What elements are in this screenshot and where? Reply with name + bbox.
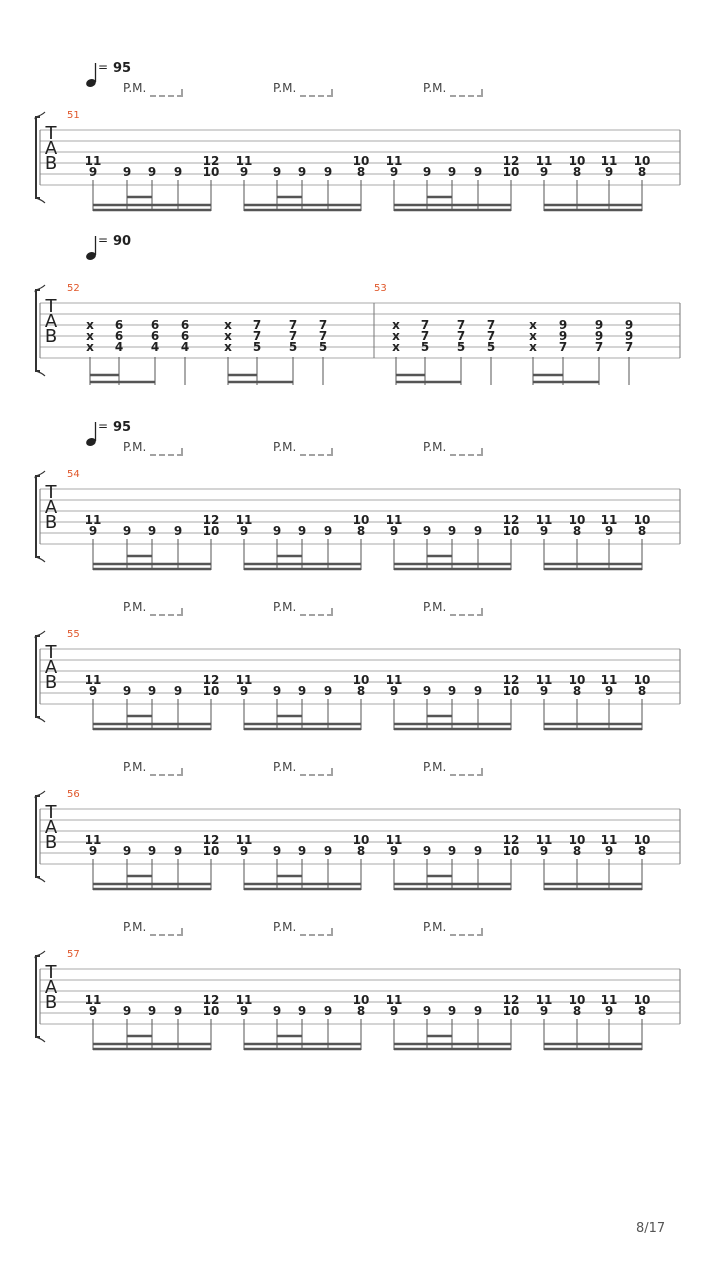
fret-number: 8 bbox=[637, 684, 647, 698]
fret-number: 8 bbox=[572, 165, 582, 179]
fret-number: 11 bbox=[600, 154, 618, 168]
fret-number: 7 bbox=[486, 329, 496, 343]
fret-number: 9 bbox=[422, 165, 432, 179]
fret-number: 11 bbox=[235, 154, 253, 168]
dead-note-icon: x bbox=[392, 340, 400, 354]
palm-mute-label: P.M. bbox=[423, 760, 447, 774]
tab-system bbox=[36, 600, 681, 730]
fret-number: 5 bbox=[288, 340, 298, 354]
fret-number: 7 bbox=[318, 329, 328, 343]
fret-number: 9 bbox=[447, 844, 457, 858]
palm-mute-label: P.M. bbox=[273, 760, 297, 774]
dead-note-icon: x bbox=[529, 329, 537, 343]
tab-clef-letter: T bbox=[45, 482, 57, 503]
fret-number: 9 bbox=[604, 844, 614, 858]
bar-number: 54 bbox=[67, 469, 80, 480]
dead-note-icon: x bbox=[392, 318, 400, 332]
bar-number: 52 bbox=[67, 283, 80, 294]
tab-clef-letter: T bbox=[45, 123, 57, 144]
fret-number: 9 bbox=[604, 524, 614, 538]
palm-mute-label: P.M. bbox=[273, 920, 297, 934]
fret-number: 10 bbox=[202, 165, 220, 179]
fret-number: 10 bbox=[568, 993, 586, 1007]
fret-number: 9 bbox=[297, 1004, 307, 1018]
fret-number: 9 bbox=[88, 844, 98, 858]
fret-number: 9 bbox=[122, 165, 132, 179]
fret-number: 9 bbox=[422, 1004, 432, 1018]
palm-mute-label: P.M. bbox=[123, 600, 147, 614]
fret-number: 12 bbox=[502, 993, 520, 1007]
tab-clef-letter: B bbox=[44, 832, 58, 853]
fret-number: 11 bbox=[385, 993, 403, 1007]
tempo-equals: = bbox=[97, 60, 109, 74]
fret-number: 11 bbox=[600, 993, 618, 1007]
dead-note-icon: x bbox=[224, 329, 232, 343]
fret-number: 9 bbox=[604, 1004, 614, 1018]
page-number: 8/17 bbox=[636, 1221, 666, 1236]
fret-number: 7 bbox=[318, 318, 328, 332]
fret-number: 9 bbox=[604, 684, 614, 698]
fret-number: 7 bbox=[252, 329, 262, 343]
fret-number: 10 bbox=[352, 513, 370, 527]
fret-number: 10 bbox=[352, 154, 370, 168]
fret-number: 10 bbox=[352, 833, 370, 847]
fret-number: 7 bbox=[594, 340, 604, 354]
fret-number: 11 bbox=[600, 673, 618, 687]
fret-number: 10 bbox=[633, 673, 651, 687]
dead-note-icon: x bbox=[224, 318, 232, 332]
palm-mute-label: P.M. bbox=[273, 600, 297, 614]
fret-number: 12 bbox=[202, 513, 220, 527]
fret-number: 9 bbox=[539, 844, 549, 858]
fret-number: 10 bbox=[568, 673, 586, 687]
fret-number: 11 bbox=[84, 513, 102, 527]
fret-number: 9 bbox=[389, 844, 399, 858]
fret-number: 10 bbox=[202, 844, 220, 858]
bar-number: 51 bbox=[67, 110, 80, 121]
fret-number: 6 bbox=[180, 329, 190, 343]
fret-number: 12 bbox=[502, 513, 520, 527]
dead-note-icon: x bbox=[392, 329, 400, 343]
fret-number: 9 bbox=[122, 524, 132, 538]
fret-number: 9 bbox=[604, 165, 614, 179]
fret-number: 9 bbox=[173, 524, 183, 538]
palm-mute-label: P.M. bbox=[423, 920, 447, 934]
fret-number: 7 bbox=[456, 329, 466, 343]
fret-number: 9 bbox=[473, 1004, 483, 1018]
fret-number: 11 bbox=[84, 154, 102, 168]
tab-clef-letter: B bbox=[44, 512, 58, 533]
fret-number: 9 bbox=[297, 165, 307, 179]
fret-number: 9 bbox=[239, 844, 249, 858]
fret-number: 8 bbox=[572, 1004, 582, 1018]
fret-number: 11 bbox=[600, 833, 618, 847]
fret-number: 12 bbox=[502, 673, 520, 687]
fret-number: 9 bbox=[88, 165, 98, 179]
tab-clef-letter: T bbox=[45, 802, 57, 823]
tab-clef-letter: A bbox=[44, 138, 58, 159]
fret-number: 9 bbox=[88, 684, 98, 698]
fret-number: 10 bbox=[202, 524, 220, 538]
fret-number: 9 bbox=[539, 524, 549, 538]
system-bracket bbox=[36, 956, 41, 1037]
fret-number: 7 bbox=[288, 318, 298, 332]
fret-number: 9 bbox=[389, 524, 399, 538]
fret-number: 9 bbox=[539, 684, 549, 698]
tab-clef-letter: A bbox=[44, 977, 58, 998]
palm-mute-label: P.M. bbox=[123, 920, 147, 934]
fret-number: 10 bbox=[633, 513, 651, 527]
palm-mute-label: P.M. bbox=[123, 81, 147, 95]
fret-number: 10 bbox=[502, 165, 520, 179]
tab-system bbox=[36, 920, 681, 1050]
fret-number: 11 bbox=[84, 673, 102, 687]
fret-number: 10 bbox=[633, 833, 651, 847]
dead-note-icon: x bbox=[529, 318, 537, 332]
tab-clef-letter: A bbox=[44, 657, 58, 678]
fret-number: 10 bbox=[568, 154, 586, 168]
tab-clef-letter: B bbox=[44, 672, 58, 693]
fret-number: 9 bbox=[173, 165, 183, 179]
fret-number: 11 bbox=[535, 154, 553, 168]
fret-number: 6 bbox=[150, 318, 160, 332]
fret-number: 7 bbox=[624, 340, 634, 354]
palm-mute-label: P.M. bbox=[423, 440, 447, 454]
fret-number: 5 bbox=[456, 340, 466, 354]
fret-number: 9 bbox=[539, 1004, 549, 1018]
fret-number: 11 bbox=[535, 513, 553, 527]
fret-number: 6 bbox=[114, 318, 124, 332]
fret-number: 8 bbox=[572, 844, 582, 858]
fret-number: 11 bbox=[600, 513, 618, 527]
fret-number: 7 bbox=[558, 340, 568, 354]
system-bracket bbox=[36, 636, 41, 717]
palm-mute-label: P.M. bbox=[423, 81, 447, 95]
fret-number: 11 bbox=[84, 993, 102, 1007]
fret-number: 8 bbox=[356, 844, 366, 858]
fret-number: 11 bbox=[535, 833, 553, 847]
tab-system bbox=[36, 60, 681, 211]
fret-number: 9 bbox=[323, 524, 333, 538]
palm-mute-label: P.M. bbox=[423, 600, 447, 614]
fret-number: 9 bbox=[624, 318, 634, 332]
fret-number: 9 bbox=[473, 844, 483, 858]
tab-clef-letter: T bbox=[45, 296, 57, 317]
fret-number: 7 bbox=[288, 329, 298, 343]
fret-number: 9 bbox=[297, 524, 307, 538]
fret-number: 9 bbox=[173, 1004, 183, 1018]
fret-number: 11 bbox=[535, 673, 553, 687]
fret-number: 12 bbox=[202, 993, 220, 1007]
fret-number: 9 bbox=[558, 318, 568, 332]
system-bracket bbox=[36, 796, 41, 877]
system-bracket bbox=[36, 117, 41, 198]
fret-number: 10 bbox=[633, 993, 651, 1007]
fret-number: 7 bbox=[420, 318, 430, 332]
fret-number: 6 bbox=[180, 318, 190, 332]
bar-number: 53 bbox=[374, 283, 387, 294]
fret-number: 11 bbox=[235, 993, 253, 1007]
fret-number: 9 bbox=[323, 684, 333, 698]
fret-number: 9 bbox=[539, 165, 549, 179]
fret-number: 9 bbox=[122, 1004, 132, 1018]
fret-number: 9 bbox=[323, 844, 333, 858]
tab-clef-letter: A bbox=[44, 497, 58, 518]
tab-clef-letter: B bbox=[44, 153, 58, 174]
fret-number: 8 bbox=[637, 165, 647, 179]
fret-number: 7 bbox=[252, 318, 262, 332]
tab-system bbox=[36, 760, 681, 890]
tempo-equals: = bbox=[97, 419, 109, 433]
fret-number: 8 bbox=[637, 844, 647, 858]
tab-clef-letter: T bbox=[45, 642, 57, 663]
bar-number: 57 bbox=[67, 949, 80, 960]
system-bracket bbox=[36, 476, 41, 557]
fret-number: 9 bbox=[147, 524, 157, 538]
fret-number: 10 bbox=[568, 833, 586, 847]
fret-number: 9 bbox=[122, 684, 132, 698]
tempo-value: 95 bbox=[113, 420, 132, 435]
fret-number: 10 bbox=[202, 684, 220, 698]
fret-number: 9 bbox=[147, 1004, 157, 1018]
palm-mute-label: P.M. bbox=[273, 81, 297, 95]
fret-number: 6 bbox=[150, 329, 160, 343]
fret-number: 9 bbox=[272, 684, 282, 698]
fret-number: 10 bbox=[502, 524, 520, 538]
fret-number: 11 bbox=[235, 673, 253, 687]
tab-clef-letter: A bbox=[44, 311, 58, 332]
fret-number: 9 bbox=[473, 684, 483, 698]
fret-number: 9 bbox=[447, 165, 457, 179]
fret-number: 9 bbox=[239, 524, 249, 538]
fret-number: 9 bbox=[447, 1004, 457, 1018]
fret-number: 9 bbox=[447, 524, 457, 538]
fret-number: 9 bbox=[239, 684, 249, 698]
fret-number: 8 bbox=[572, 684, 582, 698]
fret-number: 9 bbox=[594, 329, 604, 343]
fret-number: 9 bbox=[147, 165, 157, 179]
fret-number: 9 bbox=[473, 524, 483, 538]
fret-number: 11 bbox=[535, 993, 553, 1007]
fret-number: 7 bbox=[420, 329, 430, 343]
fret-number: 9 bbox=[88, 1004, 98, 1018]
fret-number: 9 bbox=[473, 165, 483, 179]
fret-number: 9 bbox=[272, 524, 282, 538]
fret-number: 9 bbox=[173, 844, 183, 858]
fret-number: 7 bbox=[486, 318, 496, 332]
fret-number: 9 bbox=[389, 1004, 399, 1018]
fret-number: 8 bbox=[356, 1004, 366, 1018]
fret-number: 9 bbox=[272, 165, 282, 179]
dead-note-icon: x bbox=[529, 340, 537, 354]
fret-number: 4 bbox=[114, 340, 124, 354]
fret-number: 9 bbox=[389, 684, 399, 698]
fret-number: 12 bbox=[502, 833, 520, 847]
fret-number: 8 bbox=[637, 1004, 647, 1018]
palm-mute-label: P.M. bbox=[273, 440, 297, 454]
fret-number: 9 bbox=[272, 1004, 282, 1018]
palm-mute-label: P.M. bbox=[123, 760, 147, 774]
fret-number: 9 bbox=[173, 684, 183, 698]
fret-number: 10 bbox=[202, 1004, 220, 1018]
fret-number: 8 bbox=[572, 524, 582, 538]
system-bracket bbox=[36, 290, 41, 371]
fret-number: 6 bbox=[114, 329, 124, 343]
tab-system bbox=[36, 419, 681, 570]
fret-number: 7 bbox=[456, 318, 466, 332]
dead-note-icon: x bbox=[86, 329, 94, 343]
dead-note-icon: x bbox=[224, 340, 232, 354]
fret-number: 11 bbox=[84, 833, 102, 847]
fret-number: 9 bbox=[422, 524, 432, 538]
fret-number: 11 bbox=[385, 513, 403, 527]
fret-number: 9 bbox=[594, 318, 604, 332]
fret-number: 8 bbox=[356, 165, 366, 179]
fret-number: 12 bbox=[202, 154, 220, 168]
fret-number: 12 bbox=[202, 833, 220, 847]
fret-number: 5 bbox=[252, 340, 262, 354]
bar-number: 55 bbox=[67, 629, 80, 640]
fret-number: 9 bbox=[558, 329, 568, 343]
tab-clef-letter: T bbox=[45, 962, 57, 983]
fret-number: 9 bbox=[297, 684, 307, 698]
fret-number: 10 bbox=[352, 673, 370, 687]
fret-number: 9 bbox=[447, 684, 457, 698]
palm-mute-label: P.M. bbox=[123, 440, 147, 454]
fret-number: 9 bbox=[323, 165, 333, 179]
fret-number: 8 bbox=[356, 684, 366, 698]
tab-system bbox=[36, 233, 681, 385]
fret-number: 5 bbox=[420, 340, 430, 354]
fret-number: 11 bbox=[385, 673, 403, 687]
tab-clef-letter: B bbox=[44, 326, 58, 347]
fret-number: 9 bbox=[147, 844, 157, 858]
fret-number: 9 bbox=[122, 844, 132, 858]
fret-number: 9 bbox=[323, 1004, 333, 1018]
fret-number: 9 bbox=[422, 844, 432, 858]
fret-number: 10 bbox=[633, 154, 651, 168]
tempo-value: 95 bbox=[113, 61, 132, 76]
fret-number: 4 bbox=[150, 340, 160, 354]
fret-number: 8 bbox=[637, 524, 647, 538]
dead-note-icon: x bbox=[86, 318, 94, 332]
fret-number: 11 bbox=[235, 513, 253, 527]
fret-number: 5 bbox=[318, 340, 328, 354]
fret-number: 9 bbox=[147, 684, 157, 698]
fret-number: 9 bbox=[239, 1004, 249, 1018]
fret-number: 10 bbox=[502, 684, 520, 698]
fret-number: 11 bbox=[385, 154, 403, 168]
fret-number: 9 bbox=[389, 165, 399, 179]
fret-number: 5 bbox=[486, 340, 496, 354]
dead-note-icon: x bbox=[86, 340, 94, 354]
tempo-equals: = bbox=[97, 233, 109, 247]
fret-number: 9 bbox=[272, 844, 282, 858]
fret-number: 10 bbox=[352, 993, 370, 1007]
fret-number: 10 bbox=[502, 844, 520, 858]
fret-number: 10 bbox=[502, 1004, 520, 1018]
fret-number: 9 bbox=[88, 524, 98, 538]
fret-number: 12 bbox=[202, 673, 220, 687]
fret-number: 9 bbox=[624, 329, 634, 343]
fret-number: 11 bbox=[235, 833, 253, 847]
fret-number: 12 bbox=[502, 154, 520, 168]
bar-number: 56 bbox=[67, 789, 80, 800]
tab-clef-letter: B bbox=[44, 992, 58, 1013]
fret-number: 11 bbox=[385, 833, 403, 847]
tempo-value: 90 bbox=[113, 234, 132, 249]
fret-number: 9 bbox=[422, 684, 432, 698]
fret-number: 9 bbox=[239, 165, 249, 179]
fret-number: 9 bbox=[297, 844, 307, 858]
tab-clef-letter: A bbox=[44, 817, 58, 838]
fret-number: 4 bbox=[180, 340, 190, 354]
fret-number: 10 bbox=[568, 513, 586, 527]
fret-number: 8 bbox=[356, 524, 366, 538]
